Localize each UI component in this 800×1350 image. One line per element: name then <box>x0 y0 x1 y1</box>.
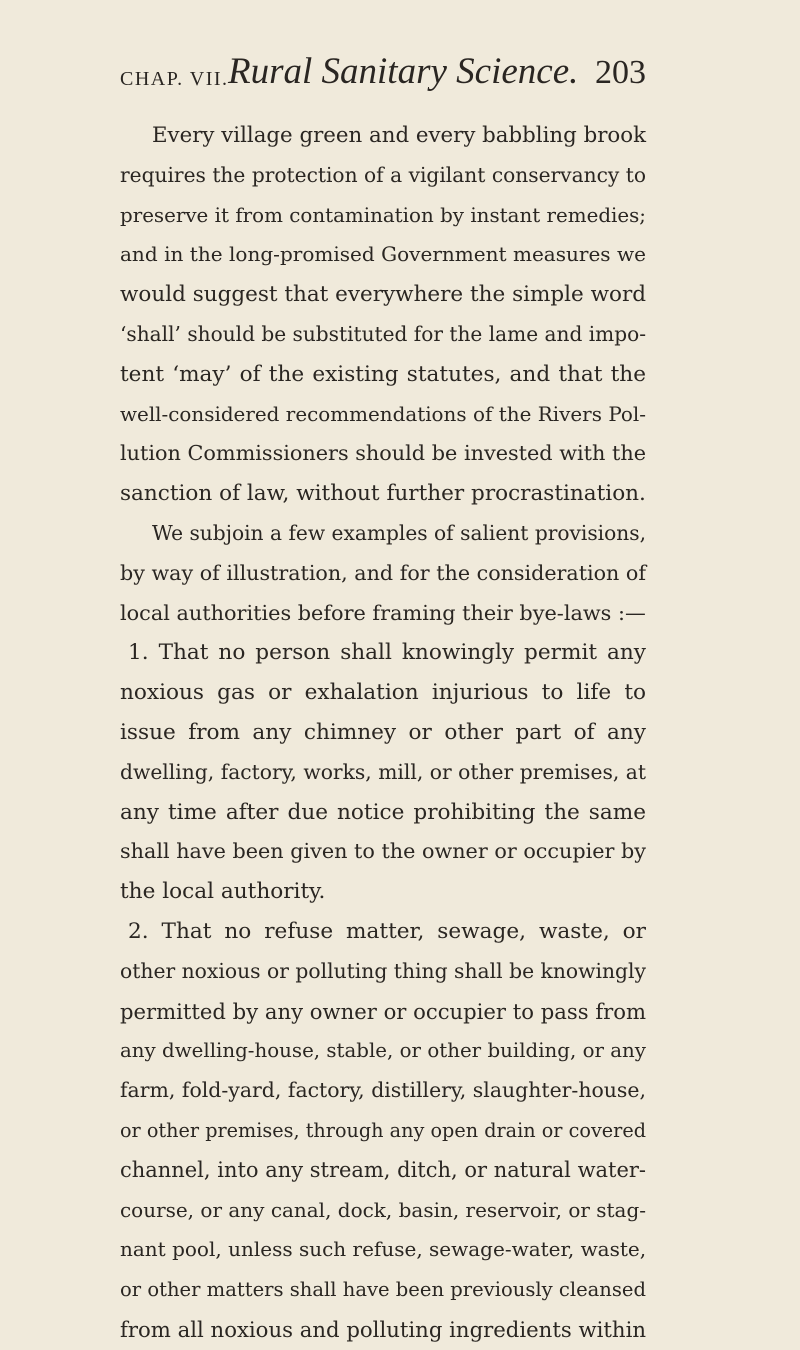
text-line: We subjoin a few examples of salient provisions, <box>152 520 646 545</box>
text-line: issue from any chimney or other part of any <box>120 719 646 745</box>
list-item-1-start: 1. That no person shall knowingly permit any <box>128 640 646 666</box>
text-line: any dwelling-house, stable, or other building, or any <box>120 1039 646 1063</box>
running-header <box>120 50 646 100</box>
text-line: sanction of law, without further procrastination. <box>120 481 646 507</box>
chapter-label: CHAP. VII. <box>120 68 229 90</box>
text-line: the local authority. <box>120 879 326 905</box>
text-line: or other premises, through any open drain or covered <box>120 1118 646 1142</box>
text-line: ‘shall’ should be substituted for the lame and impo- <box>120 321 646 346</box>
text-line: dwelling, factory, works, mill, or other premises, at <box>120 759 646 784</box>
text-line: channel, into any stream, ditch, or natural water- <box>120 1157 646 1182</box>
text-line: by way of illustration, and for the consideration of <box>120 560 646 585</box>
list-item-2-start: 2. That no refuse matter, sewage, waste, or <box>128 918 646 944</box>
text-line: Every village green and every babbling brook <box>152 123 646 148</box>
text-line: noxious gas or exhalation injurious to life to <box>120 680 646 706</box>
text-line: or other matters shall have been previously cleansed <box>120 1278 646 1302</box>
text-line: course, or any canal, dock, basin, reservoir, or stag- <box>120 1197 646 1222</box>
text-line: nant pool, unless such refuse, sewage-water, waste, <box>120 1237 647 1262</box>
text-line: would suggest that everywhere the simple word <box>120 282 646 308</box>
text-line: permitted by any owner or occupier to pass from <box>120 998 646 1024</box>
text-line: shall have been given to the owner or occupier by <box>120 839 646 864</box>
text-line: other noxious or polluting thing shall be knowingly <box>120 958 647 983</box>
text-line: from all noxious and polluting ingredients within <box>120 1316 646 1342</box>
text-line: well-considered recommendations of the Rivers Pol- <box>120 402 646 426</box>
text-line: local authorities before framing their bye-laws :— <box>120 600 646 625</box>
text-line: lution Commissioners should be invested with the <box>120 441 646 466</box>
text-line: farm, fold-yard, factory, distillery, slaughter-house, <box>120 1078 646 1103</box>
text-line: requires the protection of a vigilant conservancy to <box>120 162 646 187</box>
text-line: any time after due notice prohibiting the same <box>120 799 646 825</box>
running-title: Rural Sanitary Science. <box>228 51 579 92</box>
text-line: and in the long-promised Government measures we <box>120 242 646 267</box>
page-number: 203 <box>595 54 646 91</box>
text-line: tent ‘may’ of the existing statutes, and that the <box>120 361 646 387</box>
body-text <box>120 116 646 1350</box>
text-line: preserve it from contamination by instant remedies; <box>120 203 646 227</box>
